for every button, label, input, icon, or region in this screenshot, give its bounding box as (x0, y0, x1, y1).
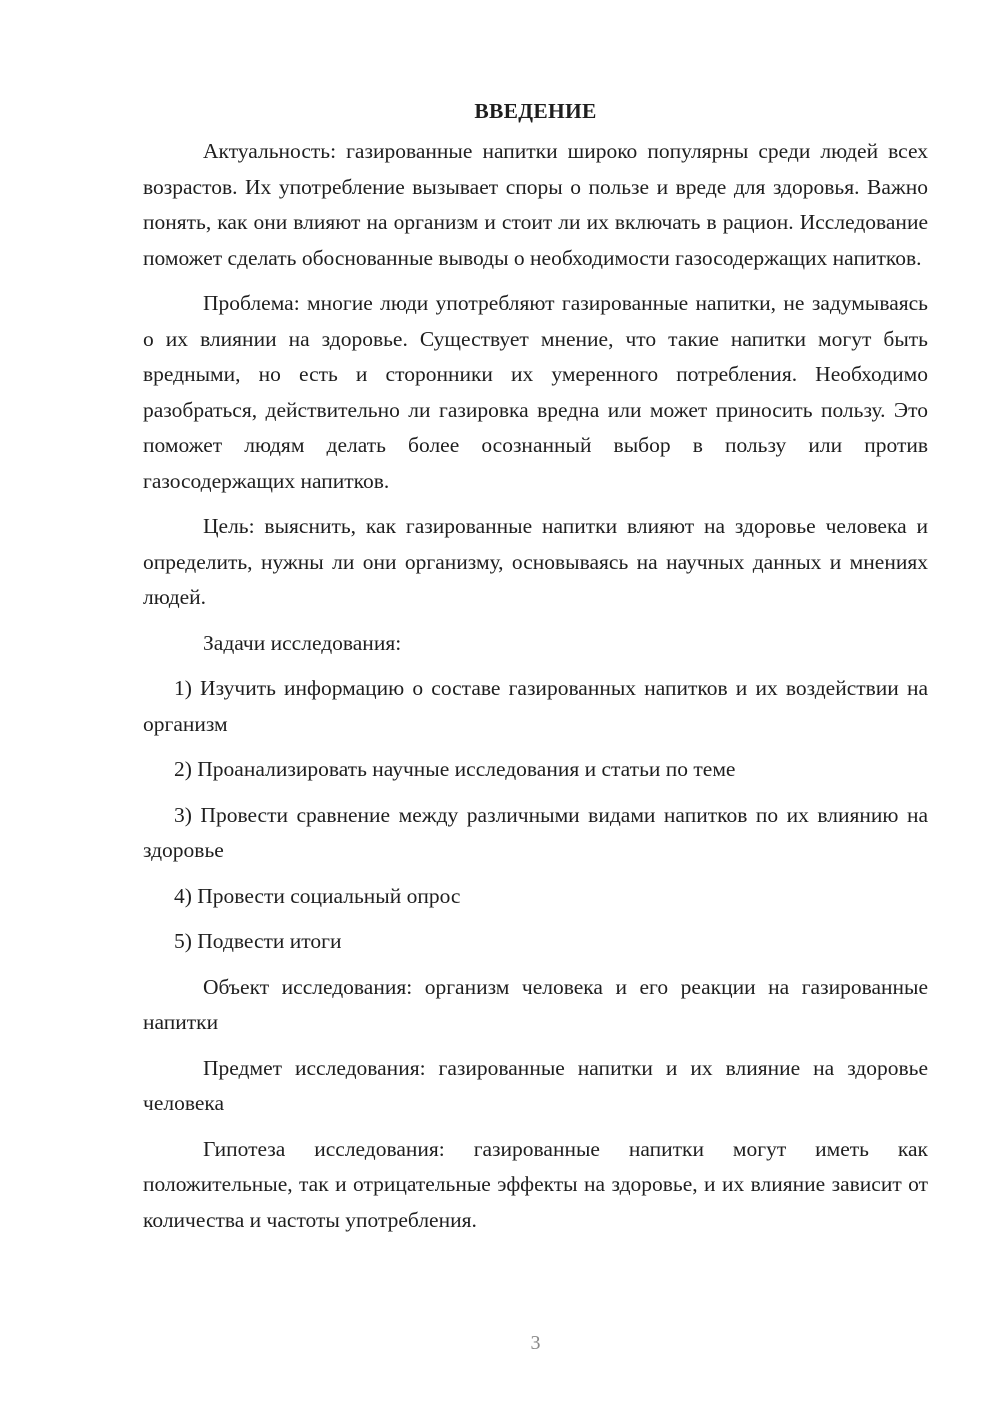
tasks-list (143, 671, 928, 960)
task-item: 3) Провести сравнение между различными видами напитков по их влиянию на здоровье (143, 802, 928, 862)
document-page (143, 96, 928, 1248)
relevance-paragraph: Актуальность: газированные напитки широко популярны среди людей всех возрастов. Их употребление вызывает споры о пользе и вреде для здоровья. Важно понять, как они влияют на организм и стоит ли их включать в рацион. Исследование поможет сделать обоснованные выводы о необходимости газосодержащих напитков. (143, 139, 928, 270)
problem-paragraph: Проблема: многие люди употребляют газированные напитки, не задумываясь о их влиянии на здоровье. Существует мнение, что такие напитки могут быть вредными, но есть и сторонники их умеренного потребления. Необходимо разобраться, действительно ли газировка вредна или может приносить пользу. Это поможет людям делать более осознанный выбор в пользу или против газосодержащих напитков. (143, 291, 928, 493)
task-item: 1) Изучить информацию о составе газированных напитков и их воздействии на организм (143, 676, 928, 736)
hypothesis-paragraph: Гипотеза исследования: газированные напитки могут иметь как положительные, так и отрицательные эффекты на здоровье, и их влияние зависит от количества и частоты употребления. (143, 1136, 928, 1232)
page-number: 3 (530, 1332, 541, 1354)
task-item: 2) Проанализировать научные исследования и статьи по теме (174, 757, 736, 781)
object-paragraph: Объект исследования: организм человека и его реакции на газированные напитки (143, 974, 928, 1034)
tasks-heading: Задачи исследования: (203, 630, 402, 655)
task-item: 4) Провести социальный опрос (174, 883, 461, 908)
subject-paragraph: Предмет исследования: газированные напитки и их влияние на здоровье человека (143, 1055, 928, 1115)
task-item: 5) Подвести итоги (174, 929, 342, 953)
page-title: ВВЕДЕНИЕ (474, 99, 597, 123)
goal-paragraph: Цель: выяснить, как газированные напитки влияют на здоровье человека и определить, нужны ли они организму, основываясь на научных данных и мнениях людей. (143, 514, 928, 609)
